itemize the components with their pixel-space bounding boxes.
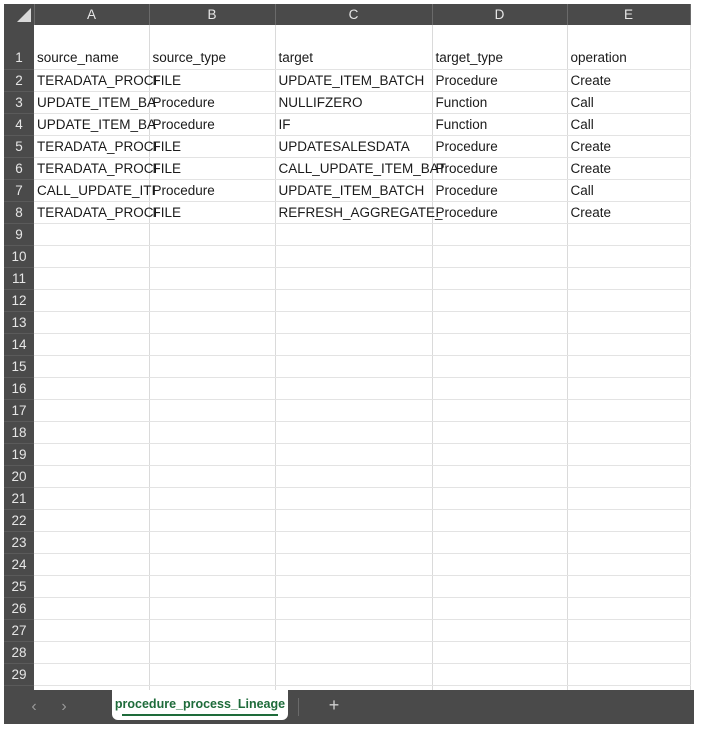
- cell[interactable]: [149, 422, 275, 444]
- cell[interactable]: REFRESH_AGGREGATE_: [275, 202, 432, 224]
- cell[interactable]: [432, 488, 567, 510]
- cell[interactable]: [34, 312, 149, 334]
- table-row: [4, 444, 690, 466]
- table-row: [4, 180, 690, 202]
- cell[interactable]: [149, 356, 275, 378]
- cell[interactable]: [432, 224, 567, 246]
- cell[interactable]: Call: [567, 180, 690, 202]
- table-row: [4, 92, 690, 114]
- cell[interactable]: [567, 290, 690, 312]
- table-row: [4, 554, 690, 576]
- row-header[interactable]: 25: [4, 576, 34, 598]
- row-header[interactable]: 22: [4, 510, 34, 532]
- cell[interactable]: [34, 642, 149, 664]
- row-header[interactable]: 2: [4, 70, 34, 92]
- cell[interactable]: [275, 620, 432, 642]
- cell[interactable]: [432, 356, 567, 378]
- sheet-tab-label: procedure_process_Lineage: [114, 697, 286, 711]
- cell[interactable]: UPDATE_ITEM_BATCH: [275, 70, 432, 92]
- cell[interactable]: [149, 510, 275, 532]
- cell[interactable]: [567, 532, 690, 554]
- cell[interactable]: [34, 576, 149, 598]
- cell[interactable]: [149, 576, 275, 598]
- row-header[interactable]: 28: [4, 642, 34, 664]
- cell[interactable]: [432, 400, 567, 422]
- cell[interactable]: [34, 356, 149, 378]
- cell[interactable]: UPDATE_ITEM_BA: [34, 114, 149, 136]
- cell[interactable]: Procedure: [149, 180, 275, 202]
- cell[interactable]: [275, 488, 432, 510]
- row-header[interactable]: 26: [4, 598, 34, 620]
- table-row: [4, 114, 690, 136]
- cell[interactable]: [275, 356, 432, 378]
- spreadsheet-window: [4, 4, 694, 724]
- table-row: [4, 598, 690, 620]
- cell[interactable]: [275, 334, 432, 356]
- row-header[interactable]: 17: [4, 400, 34, 422]
- cell[interactable]: [275, 400, 432, 422]
- row-header[interactable]: 1: [4, 25, 34, 70]
- row-header[interactable]: 7: [4, 180, 34, 202]
- row-header[interactable]: 13: [4, 312, 34, 334]
- cell[interactable]: [432, 576, 567, 598]
- active-tab-indicator: [122, 714, 278, 716]
- cell[interactable]: [275, 576, 432, 598]
- cell[interactable]: [275, 444, 432, 466]
- cell[interactable]: FILE: [149, 158, 275, 180]
- row-header[interactable]: 6: [4, 158, 34, 180]
- cell[interactable]: [34, 510, 149, 532]
- cell[interactable]: [567, 510, 690, 532]
- cell[interactable]: Create: [567, 70, 690, 92]
- cell[interactable]: Procedure: [432, 158, 567, 180]
- cell[interactable]: IF: [275, 114, 432, 136]
- cell[interactable]: CALL_UPDATE_ITEM_BAT: [275, 158, 432, 180]
- column-header-d[interactable]: D: [432, 4, 567, 25]
- cell[interactable]: [432, 444, 567, 466]
- cell[interactable]: Create: [567, 136, 690, 158]
- cell[interactable]: UPDATESALESDATA: [275, 136, 432, 158]
- cell[interactable]: [34, 378, 149, 400]
- table-row: [4, 576, 690, 598]
- cell[interactable]: Function: [432, 114, 567, 136]
- table-row: [4, 356, 690, 378]
- cell[interactable]: [34, 488, 149, 510]
- cell[interactable]: [34, 532, 149, 554]
- table-row: [4, 290, 690, 312]
- row-header[interactable]: 23: [4, 532, 34, 554]
- cell[interactable]: Call: [567, 114, 690, 136]
- select-all-icon: [17, 8, 31, 22]
- cell[interactable]: [149, 620, 275, 642]
- row-header[interactable]: 18: [4, 422, 34, 444]
- cell[interactable]: [34, 444, 149, 466]
- cell[interactable]: [432, 378, 567, 400]
- cell[interactable]: [567, 378, 690, 400]
- cell[interactable]: Create: [567, 158, 690, 180]
- table-row: [4, 312, 690, 334]
- add-sheet-button[interactable]: +: [328, 695, 340, 715]
- cell[interactable]: [149, 224, 275, 246]
- row-header[interactable]: 8: [4, 202, 34, 224]
- select-all-corner[interactable]: [4, 4, 34, 25]
- cell[interactable]: [149, 290, 275, 312]
- cell[interactable]: [34, 400, 149, 422]
- cell[interactable]: [432, 290, 567, 312]
- column-header-a[interactable]: A: [34, 4, 149, 25]
- row-header[interactable]: 21: [4, 488, 34, 510]
- row-header[interactable]: 11: [4, 268, 34, 290]
- table-row: [4, 202, 690, 224]
- table-row: [4, 136, 690, 158]
- cell[interactable]: [34, 620, 149, 642]
- cell[interactable]: [432, 246, 567, 268]
- cell[interactable]: [432, 312, 567, 334]
- cell[interactable]: [149, 312, 275, 334]
- cell[interactable]: Procedure: [432, 136, 567, 158]
- cell[interactable]: [567, 312, 690, 334]
- cell[interactable]: [149, 268, 275, 290]
- table-row: [4, 466, 690, 488]
- sheet-grid: [4, 4, 691, 708]
- cell[interactable]: Procedure: [432, 202, 567, 224]
- cell[interactable]: [275, 532, 432, 554]
- cell[interactable]: source_name: [34, 25, 149, 70]
- cell[interactable]: [275, 466, 432, 488]
- cell[interactable]: UPDATE_ITEM_BA: [34, 92, 149, 114]
- cell[interactable]: [432, 334, 567, 356]
- cell[interactable]: target: [275, 25, 432, 70]
- row-header[interactable]: 16: [4, 378, 34, 400]
- cell[interactable]: [34, 664, 149, 686]
- cell[interactable]: Function: [432, 92, 567, 114]
- cell[interactable]: [432, 510, 567, 532]
- cell[interactable]: Create: [567, 202, 690, 224]
- row-header[interactable]: 3: [4, 92, 34, 114]
- cell[interactable]: [432, 268, 567, 290]
- cell[interactable]: [149, 400, 275, 422]
- row-header[interactable]: 29: [4, 664, 34, 686]
- cell[interactable]: FILE: [149, 136, 275, 158]
- row-header[interactable]: 15: [4, 356, 34, 378]
- table-row: [4, 532, 690, 554]
- cell[interactable]: [149, 642, 275, 664]
- cell[interactable]: Procedure: [432, 70, 567, 92]
- cell[interactable]: NULLIFZERO: [275, 92, 432, 114]
- cell[interactable]: FILE: [149, 70, 275, 92]
- row-header[interactable]: 12: [4, 290, 34, 312]
- cell[interactable]: [432, 642, 567, 664]
- cell[interactable]: [567, 664, 690, 686]
- cell[interactable]: TERADATA_PROCI: [34, 158, 149, 180]
- cell[interactable]: [149, 488, 275, 510]
- cell[interactable]: [149, 532, 275, 554]
- cell[interactable]: [567, 488, 690, 510]
- column-header-e[interactable]: E: [567, 4, 690, 25]
- cell[interactable]: [275, 642, 432, 664]
- next-sheet-icon[interactable]: ›: [61, 698, 67, 715]
- tab-separator: [298, 698, 299, 716]
- cell[interactable]: [275, 224, 432, 246]
- cell[interactable]: [149, 246, 275, 268]
- cell[interactable]: [432, 554, 567, 576]
- cell[interactable]: [275, 290, 432, 312]
- table-row: [4, 664, 690, 686]
- row-header[interactable]: 5: [4, 136, 34, 158]
- table-row: [4, 510, 690, 532]
- cell[interactable]: [275, 664, 432, 686]
- cell[interactable]: target_type: [432, 25, 567, 70]
- cell[interactable]: [567, 620, 690, 642]
- table-row: [4, 158, 690, 180]
- cell[interactable]: operation: [567, 25, 690, 70]
- cell[interactable]: [34, 554, 149, 576]
- cell[interactable]: source_type: [149, 25, 275, 70]
- cell[interactable]: [34, 224, 149, 246]
- cell[interactable]: [34, 334, 149, 356]
- row-header[interactable]: 19: [4, 444, 34, 466]
- table-row: [4, 246, 690, 268]
- cell[interactable]: [275, 312, 432, 334]
- table-row: [4, 488, 690, 510]
- previous-sheet-icon[interactable]: ‹: [31, 698, 37, 715]
- cell[interactable]: [34, 598, 149, 620]
- cell[interactable]: [432, 466, 567, 488]
- row-header[interactable]: 24: [4, 554, 34, 576]
- cell[interactable]: Procedure: [149, 92, 275, 114]
- cell[interactable]: [275, 510, 432, 532]
- cell[interactable]: [567, 224, 690, 246]
- sheet-tab-bar: [4, 690, 694, 724]
- column-header-b[interactable]: B: [149, 4, 275, 25]
- table-row: [4, 268, 690, 290]
- cell[interactable]: [275, 598, 432, 620]
- cell[interactable]: TERADATA_PROCI: [34, 70, 149, 92]
- cell[interactable]: [149, 444, 275, 466]
- cell[interactable]: [149, 598, 275, 620]
- cell[interactable]: [567, 334, 690, 356]
- cell[interactable]: [149, 554, 275, 576]
- cell[interactable]: [275, 268, 432, 290]
- cell[interactable]: [275, 246, 432, 268]
- cell[interactable]: FILE: [149, 202, 275, 224]
- cell[interactable]: [34, 268, 149, 290]
- table-row: [4, 422, 690, 444]
- cell[interactable]: [432, 664, 567, 686]
- table-row: [4, 400, 690, 422]
- cell[interactable]: [432, 532, 567, 554]
- table-row: [4, 378, 690, 400]
- table-row: [4, 642, 690, 664]
- cell[interactable]: [34, 246, 149, 268]
- cell[interactable]: [275, 554, 432, 576]
- cell[interactable]: [567, 268, 690, 290]
- cell[interactable]: [567, 400, 690, 422]
- table-row: [4, 620, 690, 642]
- cell[interactable]: [34, 422, 149, 444]
- cell[interactable]: CALL_UPDATE_ITI: [34, 180, 149, 202]
- row-header[interactable]: 9: [4, 224, 34, 246]
- cell[interactable]: [567, 422, 690, 444]
- row-header[interactable]: 14: [4, 334, 34, 356]
- cell[interactable]: TERADATA_PROCI: [34, 136, 149, 158]
- cell[interactable]: [432, 620, 567, 642]
- table-row: [4, 334, 690, 356]
- column-header-row: [4, 4, 690, 25]
- cell[interactable]: [567, 598, 690, 620]
- cell[interactable]: Procedure: [432, 180, 567, 202]
- cell[interactable]: [149, 378, 275, 400]
- cell[interactable]: TERADATA_PROCI: [34, 202, 149, 224]
- cell[interactable]: UPDATE_ITEM_BATCH: [275, 180, 432, 202]
- cell[interactable]: [149, 466, 275, 488]
- sheet-tab-procedure-process-lineage[interactable]: [112, 690, 288, 720]
- row-header[interactable]: 4: [4, 114, 34, 136]
- table-row: [4, 224, 690, 246]
- cell[interactable]: [34, 290, 149, 312]
- cell[interactable]: [34, 466, 149, 488]
- cell[interactable]: [567, 554, 690, 576]
- cell[interactable]: [149, 334, 275, 356]
- cell[interactable]: [567, 356, 690, 378]
- cell[interactable]: [432, 598, 567, 620]
- cell[interactable]: [275, 378, 432, 400]
- row-header[interactable]: 10: [4, 246, 34, 268]
- cell[interactable]: [567, 576, 690, 598]
- cell[interactable]: [567, 642, 690, 664]
- cell[interactable]: [275, 422, 432, 444]
- row-header[interactable]: 27: [4, 620, 34, 642]
- cell[interactable]: Call: [567, 92, 690, 114]
- table-row: [4, 70, 690, 92]
- cell[interactable]: [567, 466, 690, 488]
- cell[interactable]: [567, 444, 690, 466]
- cell[interactable]: Procedure: [149, 114, 275, 136]
- cell[interactable]: [149, 664, 275, 686]
- cell[interactable]: [432, 422, 567, 444]
- row-header[interactable]: 20: [4, 466, 34, 488]
- column-header-c[interactable]: C: [275, 4, 432, 25]
- table-row: [4, 25, 690, 70]
- grid-area: [4, 4, 694, 690]
- cell[interactable]: [567, 246, 690, 268]
